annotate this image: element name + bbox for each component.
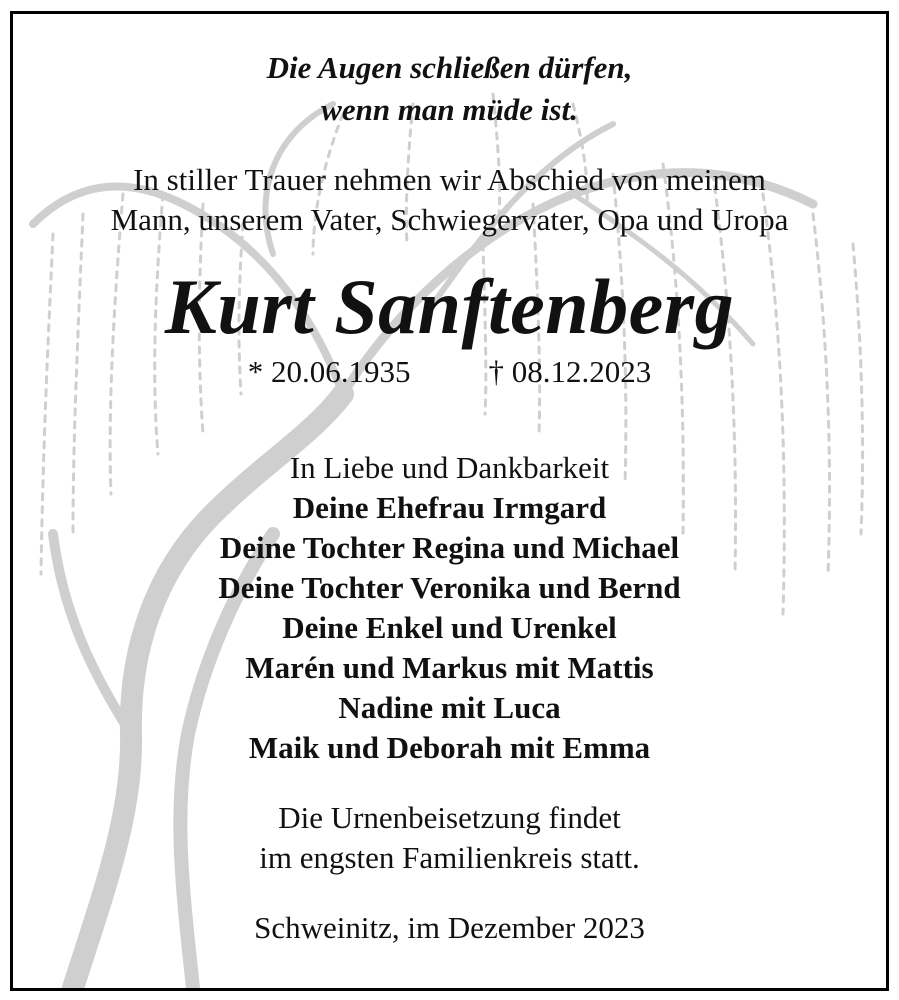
- death-date: † 08.12.2023: [488, 354, 652, 389]
- burial-note-line-1: Die Urnenbeisetzung findet: [278, 800, 621, 835]
- family-line: Maik und Deborah mit Emma: [248, 730, 651, 765]
- thanks-line: In Liebe und Dankbarkeit: [289, 450, 610, 485]
- motto-line-2: wenn man müde ist.: [321, 92, 578, 127]
- life-dates: [13, 354, 886, 390]
- family-line: Deine Tochter Veronika und Bernd: [218, 570, 681, 605]
- birth-date: * 20.06.1935: [247, 354, 411, 389]
- deceased-name: Kurt Sanftenberg: [164, 263, 735, 350]
- family-line: Deine Enkel und Urenkel: [282, 610, 617, 645]
- family-line: Marén und Markus mit Mattis: [245, 650, 654, 685]
- family-line: Deine Ehefrau Irmgard: [292, 490, 607, 525]
- intro-line-1: In stiller Trauer nehmen wir Abschied von meinem: [133, 162, 766, 197]
- family-line: Deine Tochter Regina und Michael: [219, 530, 680, 565]
- obituary-frame: [10, 11, 889, 991]
- intro-line-2: Mann, unserem Vater, Schwiegervater, Opa und Uropa: [110, 202, 789, 237]
- burial-note-line-2: im engsten Familienkreis statt.: [259, 840, 640, 875]
- family-line: Nadine mit Luca: [338, 690, 561, 725]
- motto-line-1: Die Augen schließen dürfen,: [266, 50, 633, 85]
- place-date: Schweinitz, im Dezember 2023: [254, 910, 645, 945]
- obituary-text: [13, 14, 886, 988]
